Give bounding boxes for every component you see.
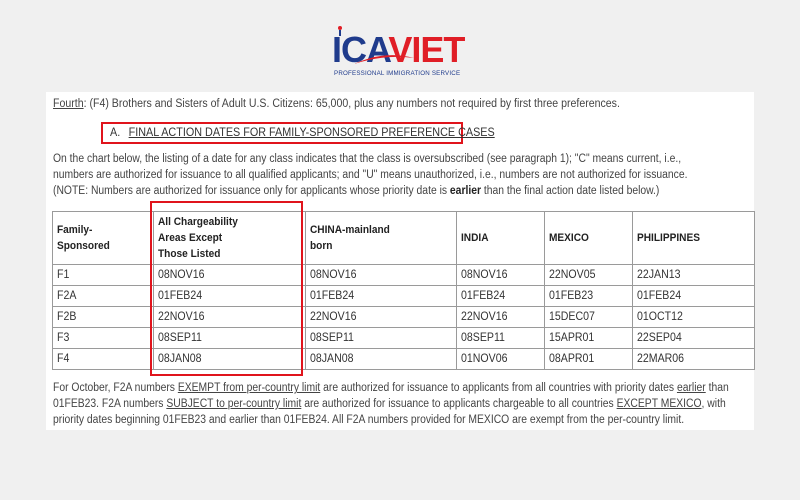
footnote-text: are authorized for issuance to applicants chargeable to all countries (301, 398, 617, 410)
intro-text-1: On the chart below, the listing of a date for any class indicates that the class is oversubscribed (see paragraph 1); "C" means current, i.e., numbers are authorized for issuance to all qualified applicants; and "U" means unauthorized, i.e., numbers are not authorized for issuance. (NOTE: Numbers are authorized for issuance only for applicants whose priority date is (53, 153, 688, 197)
date-cell: 08SEP11 (154, 328, 306, 349)
date-cell: 22NOV16 (457, 307, 545, 328)
date-cell: 08JAN08 (306, 349, 457, 370)
header-philippines: PHILIPPINES (633, 212, 755, 265)
header-all-chargeability: All Chargeability Areas Except Those Listed (154, 212, 306, 265)
table-row (53, 286, 755, 307)
date-cell: 15DEC07 (545, 307, 633, 328)
footnote-text: than 01FEB23. F2A numbers (53, 382, 729, 410)
intro-paragraph (53, 151, 719, 199)
date-cell: 08SEP11 (306, 328, 457, 349)
date-cell: 08NOV16 (306, 265, 457, 286)
footnote-text: For October, F2A numbers (53, 382, 178, 394)
date-cell: 22SEP04 (633, 328, 755, 349)
logo-ica: ICA (332, 29, 389, 70)
section-title (110, 125, 495, 139)
footnote-text: , with priority dates beginning 01FEB23 and earlier than 01FEB24. All F2A numbers provided for MEXICO are exempt from the per-country limit. (53, 398, 726, 426)
intro-text-2: than the final action date listed below.) (481, 185, 660, 197)
footnote-underline: earlier (676, 382, 706, 394)
date-cell: 01NOV06 (457, 349, 545, 370)
category-cell: F1 (53, 265, 154, 286)
category-cell: F2A (53, 286, 154, 307)
swoosh-icon (354, 52, 414, 66)
header-mexico: MEXICO (545, 212, 633, 265)
header-china: CHINA-mainland born (306, 212, 457, 265)
intro-bold-earlier: earlier (449, 185, 482, 197)
date-cell: 08NOV16 (457, 265, 545, 286)
date-cell: 22JAN13 (633, 265, 755, 286)
date-cell: 08SEP11 (457, 328, 545, 349)
icaviet-logo (332, 30, 472, 82)
footnote-underline: EXEMPT from per-country limit (177, 382, 321, 394)
date-cell: 01FEB24 (154, 286, 306, 307)
date-cell: 08JAN08 (154, 349, 306, 370)
category-cell: F4 (53, 349, 154, 370)
fourth-text: : (F4) Brothers and Sisters of Adult U.S. Citizens: 65,000, plus any numbers not required by first three preferences. (83, 98, 620, 110)
date-cell: 01FEB23 (545, 286, 633, 307)
table-row (53, 349, 755, 370)
header-india: INDIA (457, 212, 545, 265)
date-cell: 22NOV16 (306, 307, 457, 328)
section-title-text: FINAL ACTION DATES FOR FAMILY-SPONSORED PREFERENCE CASES (128, 125, 495, 139)
footnote-text: are authorized for issuance to applicants from all countries with priority dates (320, 382, 677, 394)
date-cell: 15APR01 (545, 328, 633, 349)
date-cell: 01FEB24 (457, 286, 545, 307)
header-family-sponsored: Family- Sponsored (53, 212, 154, 265)
category-cell: F2B (53, 307, 154, 328)
category-cell: F3 (53, 328, 154, 349)
date-cell: 01OCT12 (633, 307, 755, 328)
fourth-label: Fourth (53, 98, 84, 110)
date-cell: 01FEB24 (633, 286, 755, 307)
date-cell: 22NOV16 (154, 307, 306, 328)
fourth-preference-line (53, 98, 620, 110)
f2a-footnote (53, 380, 737, 428)
table-row (53, 265, 755, 286)
date-cell: 08APR01 (545, 349, 633, 370)
date-cell: 22NOV05 (545, 265, 633, 286)
footnote-underline: SUBJECT to per-country limit (166, 398, 302, 410)
table-row (53, 328, 755, 349)
section-letter: A. (110, 125, 121, 139)
logo-viet: VIET (388, 29, 465, 70)
final-action-dates-table (52, 211, 755, 370)
date-cell: 22MAR06 (633, 349, 755, 370)
footnote-underline: EXCEPT MEXICO (616, 398, 702, 410)
table-header-row (53, 212, 755, 265)
date-cell: 01FEB24 (306, 286, 457, 307)
table-row (53, 307, 755, 328)
logo-tagline: PROFESSIONAL IMMIGRATION SERVICE (334, 70, 461, 77)
date-cell: 08NOV16 (154, 265, 306, 286)
